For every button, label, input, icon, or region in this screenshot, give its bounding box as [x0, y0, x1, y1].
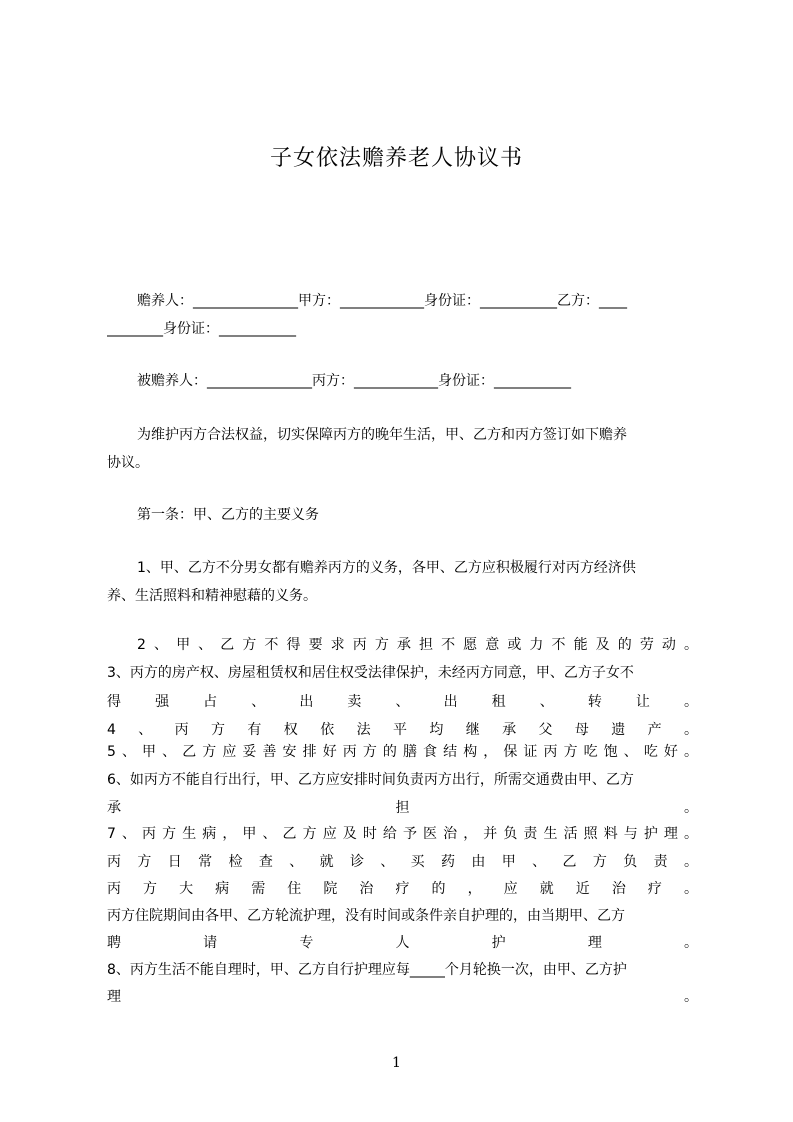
clause-7-line-3: 丙方大病需住院治疗的，应就近治疗。	[107, 881, 698, 897]
parties-line-2: ________身份证：___________	[107, 321, 296, 337]
clause-8-line-1: 8、丙方生活不能自理时，甲、乙方自行护理应每_____个月轮换一次，由甲、乙方护	[107, 962, 627, 978]
clause-8-line-2: 理。	[107, 989, 698, 1005]
clause-6-line-2: 承担。	[107, 800, 698, 816]
clause-3-line-1: 3、丙方的房产权、房屋租赁权和居住权受法律保护，未经丙方同意，甲、乙方子女不	[107, 665, 634, 681]
intro-line-1: 为维护丙方合法权益，切实保障丙方的晚年生活，甲、乙方和丙方签订如下赡养	[137, 427, 627, 443]
intro-line-2: 协议。	[107, 455, 149, 471]
clause-1-line-2: 养、生活照料和精神慰藉的义务。	[107, 588, 317, 604]
clause-7-line-2: 丙方日常检查、就诊、买药由甲、乙方负责。	[107, 854, 698, 870]
clause-7-line-4: 丙方住院期间由各甲、乙方轮流护理，没有时间或条件亲自护理的，由当期甲、乙方	[107, 908, 625, 924]
clause-1-line-1: 1、甲、乙方不分男女都有赡养丙方的义务，各甲、乙方应积极履行对丙方经济供	[137, 560, 636, 576]
page-number: 1	[392, 1055, 401, 1071]
clause-6-line-1: 6、如丙方不能自行出行，甲、乙方应安排时间负责丙方出行，所需交通费由甲、乙方	[107, 772, 634, 788]
document-title: 子女依法赡养老人协议书	[269, 146, 523, 171]
clause-7-line-5: 聘请专人护理。	[107, 935, 698, 951]
article-1-heading: 第一条：甲、乙方的主要义务	[137, 507, 319, 523]
parties-line-3: 被赡养人：_______________丙方：____________身份证：___________	[137, 373, 571, 389]
clause-2: 2、甲、乙方不得要求丙方承担不愿意或力不能及的劳动。	[137, 637, 698, 653]
clause-3-line-2: 得强占、出卖、出租、转让。	[107, 694, 698, 710]
parties-line-1: 赡养人：_______________甲方：____________身份证：___________乙方：____	[137, 293, 627, 309]
clause-5: 5、甲、乙方应妥善安排好丙方的膳食结构，保证丙方吃饱、吃好。	[107, 744, 698, 760]
clause-4: 4、丙方有权依法平均继承父母遗产。	[107, 722, 698, 738]
clause-7-line-1: 7、丙方生病，甲、乙方应及时给予医治，并负责生活照料与护理。	[107, 826, 698, 842]
